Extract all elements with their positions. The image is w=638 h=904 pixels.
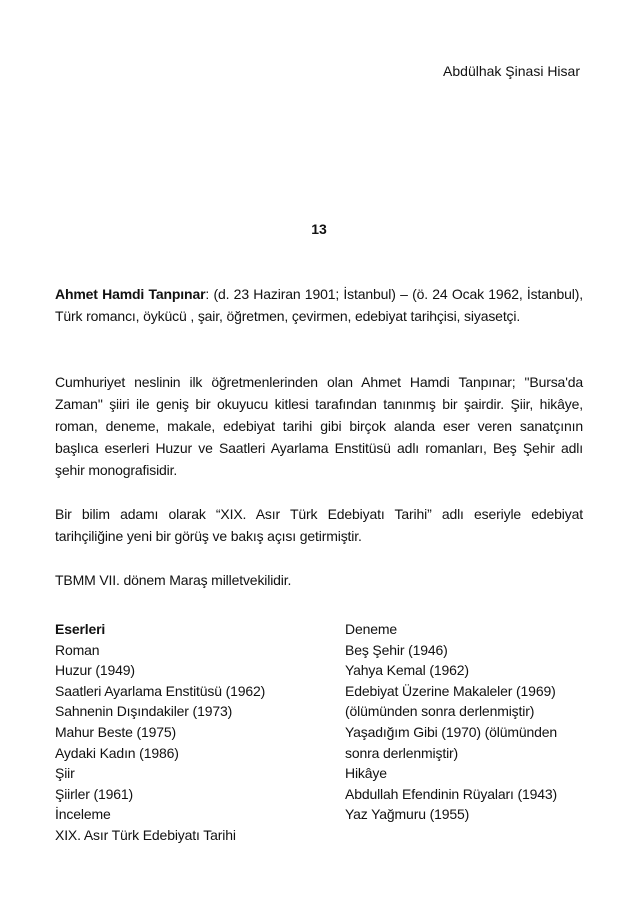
works-item: Yaşadığım Gibi (1970) (ölümünden (345, 723, 558, 740)
works-left-column (55, 619, 325, 846)
works-item: Mahur Beste (1975) (55, 723, 177, 740)
works-item: Sahnenin Dışındakiler (1973) (55, 703, 233, 720)
works-section (55, 619, 595, 849)
works-item: Saatleri Ayarlama Enstitüsü (1962) (55, 682, 266, 699)
works-item: XIX. Asır Türk Edebiyatı Tarihi (55, 826, 236, 843)
works-item: Yahya Kemal (1962) (345, 662, 469, 679)
works-item: sonra derlenmiştir) (345, 744, 459, 761)
works-heading: Eserleri (55, 621, 106, 637)
works-item: Yaz Yağmuru (1955) (345, 806, 470, 823)
page-number: 13 (311, 221, 327, 237)
running-header-author: Abdülhak Şinasi Hisar (443, 63, 580, 79)
works-item: Hikâye (345, 765, 387, 782)
works-item: Deneme (345, 621, 398, 637)
works-item: Edebiyat Üzerine Makaleler (1969) (345, 682, 556, 699)
works-item: Şiirler (1961) (55, 785, 134, 802)
paragraph-politics: TBMM VII. dönem Maraş milletvekilidir. (55, 572, 292, 588)
works-item: Aydaki Kadın (1986) (55, 744, 179, 761)
works-item: Huzur (1949) (55, 662, 135, 679)
works-item: Roman (55, 641, 100, 658)
paragraph-career: Cumhuriyet neslinin ilk öğretmenlerinden olan Ahmet Hamdi Tanpınar; "Bursa'da Zaman" şiiri ile geniş bir okuyucu kitlesi tarafından tanınmış bir şairdir. Şiir, hikâye, roman, deneme, makale, edebiyat tarihi gibi birçok alanda eser veren sanatçının başlıca eserleri Huzur ve Saatleri Ayarlama Enstitüsü adlı romanları, Beş Şehir adlı şehir monografisidir. (55, 374, 583, 478)
works-item: Şiir (55, 765, 75, 782)
works-item: Abdullah Efendinin Rüyaları (1943) (345, 785, 558, 802)
bio-paragraph (55, 283, 583, 327)
works-item: (ölümünden sonra derlenmiştir) (345, 703, 535, 720)
bio-name: Ahmet Hamdi Tanpınar (55, 286, 206, 302)
works-item: İnceleme (55, 806, 111, 823)
bio-intro: : (d. 23 Haziran 1901; İstanbul) – (ö. 24 Ocak 1962, İstanbul), Türk romancı, öykücü , şair, öğretmen, çevirmen, edebiyat tarihçisi, siyasetçi. (55, 286, 583, 324)
paragraph-scholarship: Bir bilim adamı olarak “XIX. Asır Türk Edebiyatı Tarihi” adlı eseriyle edebiyat tarihçiliğine yeni bir görüş ve bakış açısı getirmiştir. (55, 506, 583, 544)
works-right-column (345, 619, 595, 825)
works-item: Beş Şehir (1946) (345, 641, 448, 658)
